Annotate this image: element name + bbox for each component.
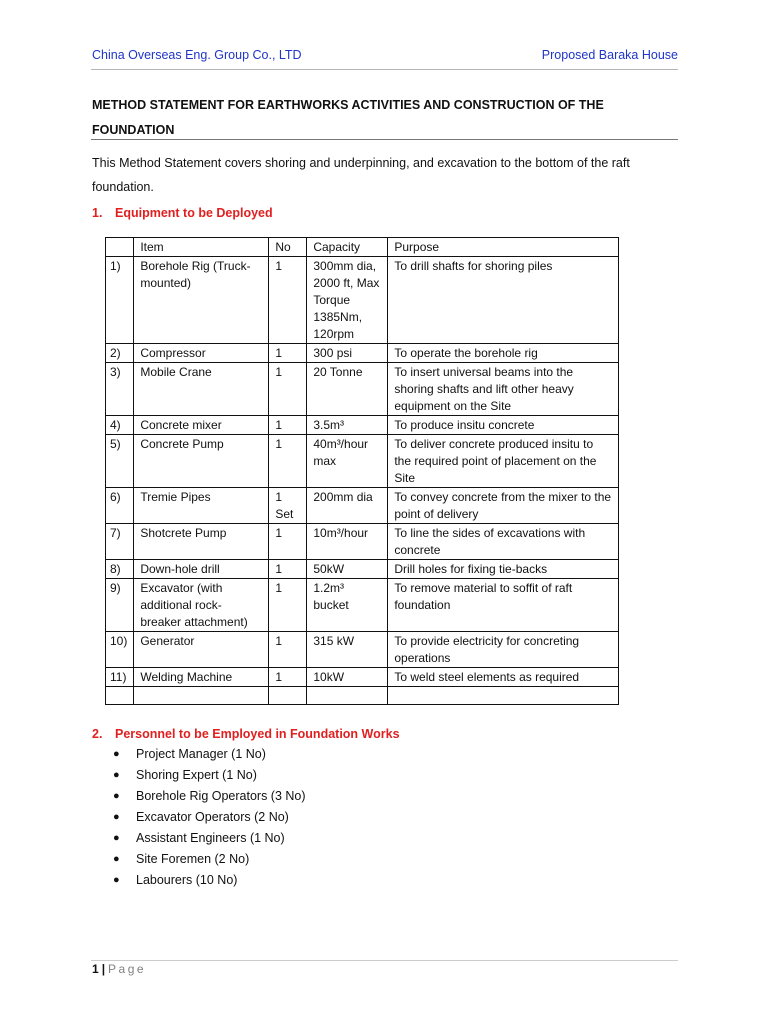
bullet-icon: ● — [113, 874, 120, 886]
capacity-cell: 3.5m³ — [307, 416, 388, 435]
page-label: Page — [108, 962, 147, 976]
bullet-icon: ● — [113, 769, 120, 781]
quantity-cell: 1 Set — [269, 488, 307, 524]
quantity-cell: 1 — [269, 579, 307, 632]
row-index: 9) — [106, 579, 134, 632]
table-row — [106, 632, 619, 668]
list-item-text: Labourers (10 No) — [136, 873, 238, 887]
capacity-cell: 10kW — [307, 668, 388, 687]
purpose-cell: Drill holes for fixing tie-backs — [388, 560, 619, 579]
section-2-number: 2. — [92, 727, 103, 741]
list-item-text: Project Manager (1 No) — [136, 747, 266, 761]
list-item — [113, 744, 306, 765]
item-cell: Concrete Pump — [134, 435, 269, 488]
item-cell: Generator — [134, 632, 269, 668]
table-row — [106, 257, 619, 344]
row-index: 11) — [106, 668, 134, 687]
row-index: 3) — [106, 363, 134, 416]
list-item — [113, 849, 306, 870]
bullet-icon: ● — [113, 748, 120, 760]
item-cell: Shotcrete Pump — [134, 524, 269, 560]
table-header-capacity: Capacity — [307, 238, 388, 257]
capacity-cell: 20 Tonne — [307, 363, 388, 416]
bullet-icon: ● — [113, 832, 120, 844]
purpose-cell: To deliver concrete produced insitu to the required point of placement on the Site — [388, 435, 619, 488]
page-number: 1 — [92, 962, 99, 976]
table-row — [106, 687, 619, 705]
quantity-cell: 1 — [269, 435, 307, 488]
quantity-cell: 1 — [269, 632, 307, 668]
item-cell: Tremie Pipes — [134, 488, 269, 524]
purpose-cell: To weld steel elements as required — [388, 668, 619, 687]
section-2-heading — [92, 726, 400, 742]
purpose-cell: To operate the borehole rig — [388, 344, 619, 363]
quantity-cell: 1 — [269, 524, 307, 560]
row-index: 2) — [106, 344, 134, 363]
purpose-cell: To produce insitu concrete — [388, 416, 619, 435]
header-project: Proposed Baraka House — [541, 48, 678, 62]
header-divider — [91, 69, 678, 70]
row-index: 10) — [106, 632, 134, 668]
header-company: China Overseas Eng. Group Co., LTD — [92, 48, 302, 62]
list-item-text: Shoring Expert (1 No) — [136, 768, 257, 782]
page-header — [92, 48, 678, 66]
item-cell: Mobile Crane — [134, 363, 269, 416]
table-header-item: Item — [134, 238, 269, 257]
item-cell: Compressor — [134, 344, 269, 363]
list-item-text: Site Foremen (2 No) — [136, 852, 250, 866]
quantity-cell: 1 — [269, 668, 307, 687]
list-item — [113, 765, 306, 786]
purpose-cell — [388, 687, 619, 705]
row-index: 5) — [106, 435, 134, 488]
table-body — [106, 257, 619, 705]
footer-separator: | — [101, 962, 106, 976]
purpose-cell: To line the sides of excavations with concrete — [388, 524, 619, 560]
list-item — [113, 807, 306, 828]
purpose-cell: To convey concrete from the mixer to the point of delivery — [388, 488, 619, 524]
capacity-cell: 10m³/hour — [307, 524, 388, 560]
bullet-icon: ● — [113, 790, 120, 802]
list-item — [113, 828, 306, 849]
quantity-cell — [269, 687, 307, 705]
personnel-list — [113, 744, 306, 891]
row-index: 8) — [106, 560, 134, 579]
item-cell: Excavator (with additional rock-breaker attachment) — [134, 579, 269, 632]
document-title: METHOD STATEMENT FOR EARTHWORKS ACTIVITIES AND CONSTRUCTION OF THE FOUNDATION — [92, 98, 604, 137]
purpose-cell: To remove material to soffit of raft foundation — [388, 579, 619, 632]
table-header-row — [106, 238, 619, 257]
item-cell: Down-hole drill — [134, 560, 269, 579]
row-index — [106, 687, 134, 705]
item-cell — [134, 687, 269, 705]
item-cell: Welding Machine — [134, 668, 269, 687]
table-header-purpose: Purpose — [388, 238, 619, 257]
bullet-icon: ● — [113, 811, 120, 823]
row-index: 1) — [106, 257, 134, 344]
quantity-cell: 1 — [269, 363, 307, 416]
equipment-table — [105, 237, 619, 705]
section-2-title: Personnel to be Employed in Foundation Works — [115, 727, 400, 741]
title-divider — [91, 139, 678, 140]
capacity-cell: 50kW — [307, 560, 388, 579]
row-index: 7) — [106, 524, 134, 560]
item-cell: Borehole Rig (Truck-mounted) — [134, 257, 269, 344]
capacity-cell: 1.2m³ bucket — [307, 579, 388, 632]
page-footer — [92, 962, 146, 976]
quantity-cell: 1 — [269, 560, 307, 579]
capacity-cell: 40m³/hour max — [307, 435, 388, 488]
table-row — [106, 344, 619, 363]
quantity-cell: 1 — [269, 344, 307, 363]
table-row — [106, 435, 619, 488]
capacity-cell: 300 psi — [307, 344, 388, 363]
table-row — [106, 668, 619, 687]
list-item-text: Borehole Rig Operators (3 No) — [136, 789, 306, 803]
purpose-cell: To insert universal beams into the shoring shafts and lift other heavy equipment on the Site — [388, 363, 619, 416]
table-row — [106, 363, 619, 416]
footer-divider — [91, 960, 678, 961]
table-row — [106, 416, 619, 435]
quantity-cell: 1 — [269, 257, 307, 344]
item-cell: Concrete mixer — [134, 416, 269, 435]
capacity-cell — [307, 687, 388, 705]
list-item — [113, 786, 306, 807]
row-index: 4) — [106, 416, 134, 435]
table-row — [106, 488, 619, 524]
purpose-cell: To drill shafts for shoring piles — [388, 257, 619, 344]
table-row — [106, 560, 619, 579]
section-1-number: 1. — [92, 206, 103, 220]
table-header-index — [106, 238, 134, 257]
list-item — [113, 870, 306, 891]
table-row — [106, 524, 619, 560]
quantity-cell: 1 — [269, 416, 307, 435]
intro-paragraph: This Method Statement covers shoring and underpinning, and excavation to the bottom of the raft foundation. — [92, 156, 630, 194]
row-index: 6) — [106, 488, 134, 524]
section-1-heading — [92, 205, 273, 221]
list-item-text: Excavator Operators (2 No) — [136, 810, 289, 824]
capacity-cell: 315 kW — [307, 632, 388, 668]
table-header-no: No — [269, 238, 307, 257]
capacity-cell: 300mm dia, 2000 ft, Max Torque 1385Nm, 120rpm — [307, 257, 388, 344]
table-row — [106, 579, 619, 632]
bullet-icon: ● — [113, 853, 120, 865]
section-1-title: Equipment to be Deployed — [115, 206, 273, 220]
purpose-cell: To provide electricity for concreting operations — [388, 632, 619, 668]
list-item-text: Assistant Engineers (1 No) — [136, 831, 285, 845]
capacity-cell: 200mm dia — [307, 488, 388, 524]
